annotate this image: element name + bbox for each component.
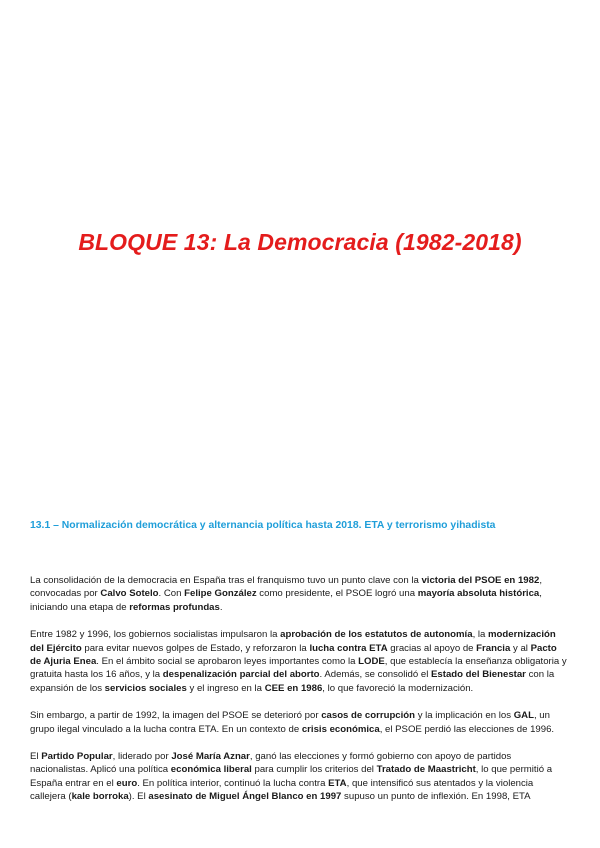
text-run: , convocadas por xyxy=(30,575,545,600)
bold-text: Francia xyxy=(476,642,511,654)
text-run: , iniciando una etapa de xyxy=(30,588,545,613)
text-run: y al xyxy=(510,642,531,654)
bold-text: lucha contra ETA xyxy=(309,642,388,654)
bold-text: Pacto de Ajuria Enea xyxy=(30,642,557,668)
bold-text: crisis económica xyxy=(301,723,380,735)
text-run: . xyxy=(219,601,223,613)
text-run: y la implicación en los xyxy=(415,710,514,722)
paragraph xyxy=(30,709,570,736)
section-heading: 13.1 – Normalización democrática y alternancia política hasta 2018. ETA y terrorismo yihadista xyxy=(30,520,496,531)
text-run: , que establecía la enseñanza obligatoria y gratuita hasta los 16 años, y la xyxy=(30,656,570,681)
text-run: gracias al apoyo de xyxy=(387,642,477,654)
bold-text: Calvo Sotelo xyxy=(100,588,159,600)
text-run: . En política interior, continuó la lucha contra xyxy=(137,777,329,789)
bold-text: GAL xyxy=(513,710,534,722)
text-run: , la xyxy=(472,629,489,641)
text-run: , lo que permitió a España entrar en el xyxy=(30,764,555,789)
text-run: , un grupo ilegal vinculado a la lucha contra ETA. En un contexto de xyxy=(30,710,553,735)
bold-text: económica liberal xyxy=(170,764,252,776)
document-body xyxy=(30,574,570,818)
text-run: Sin embargo, a partir de 1992, la imagen del PSOE se deterioró por xyxy=(30,710,322,722)
paragraph xyxy=(30,750,570,804)
bold-text: despenalización parcial del aborto xyxy=(162,669,320,681)
text-run: . En el ámbito social se aprobaron leyes importantes como la xyxy=(96,656,359,668)
bold-text: victoria del PSOE en 1982 xyxy=(421,575,540,586)
text-run: ). El xyxy=(128,791,149,803)
page-title: BLOQUE 13: La Democracia (1982-2018) xyxy=(78,229,522,255)
text-run: . Además, se consolidó el xyxy=(319,669,432,681)
text-run: y el ingreso en la xyxy=(186,682,265,694)
paragraph xyxy=(30,574,570,614)
bold-text: modernización del Ejército xyxy=(30,629,556,654)
bold-text: aprobación de los estatutos de autonomía xyxy=(280,629,473,641)
bold-text: CEE en 1986 xyxy=(264,682,323,694)
bold-text: reformas profundas xyxy=(129,601,220,613)
text-run: El xyxy=(30,751,42,763)
text-run: , el PSOE perdió las elecciones de 1996. xyxy=(379,723,555,735)
bold-text: casos de corrupción xyxy=(321,710,416,722)
bold-text: mayoría absoluta histórica xyxy=(417,588,540,600)
bold-text: euro xyxy=(116,777,138,789)
bold-text: asesinato de Miguel Ángel Blanco en 1997 xyxy=(148,791,342,803)
bold-text: kale borroka xyxy=(71,791,129,803)
bold-text: ETA xyxy=(328,777,347,789)
text-run: La consolidación de la democracia en España tras el franquismo tuvo un punto clave con la xyxy=(30,575,422,586)
bold-text: LODE xyxy=(358,656,385,668)
paragraph xyxy=(30,628,570,695)
text-run: para evitar nuevos golpes de Estado, y reforzaron la xyxy=(81,642,310,654)
bold-text: Estado del Bienestar xyxy=(431,669,526,681)
text-run: con la expansión de los xyxy=(30,669,557,694)
bold-text: Felipe González xyxy=(184,588,257,600)
text-run: supuso un punto de inflexión. En 1998, ETA xyxy=(341,791,531,803)
text-run: Entre 1982 y 1996, los gobiernos socialistas impulsaron la xyxy=(30,629,281,641)
text-run: . Con xyxy=(158,588,185,600)
bold-text: Tratado de Maastricht xyxy=(376,764,476,776)
text-run: , que intensificó sus atentados y la violencia callejera ( xyxy=(30,777,536,803)
bold-text: Partido Popular xyxy=(41,751,113,763)
text-run: como presidente, el PSOE logró una xyxy=(256,588,418,600)
text-run: , lo que favoreció la modernización. xyxy=(322,682,474,694)
bold-text: José María Aznar xyxy=(171,751,250,763)
text-run: , liderado por xyxy=(112,751,172,763)
bold-text: servicios sociales xyxy=(104,682,187,694)
text-run: para cumplir los criterios del xyxy=(251,764,377,776)
text-run: , ganó las elecciones y formó gobierno con apoyo de partidos nacionalistas. Aplicó una política xyxy=(30,751,514,776)
